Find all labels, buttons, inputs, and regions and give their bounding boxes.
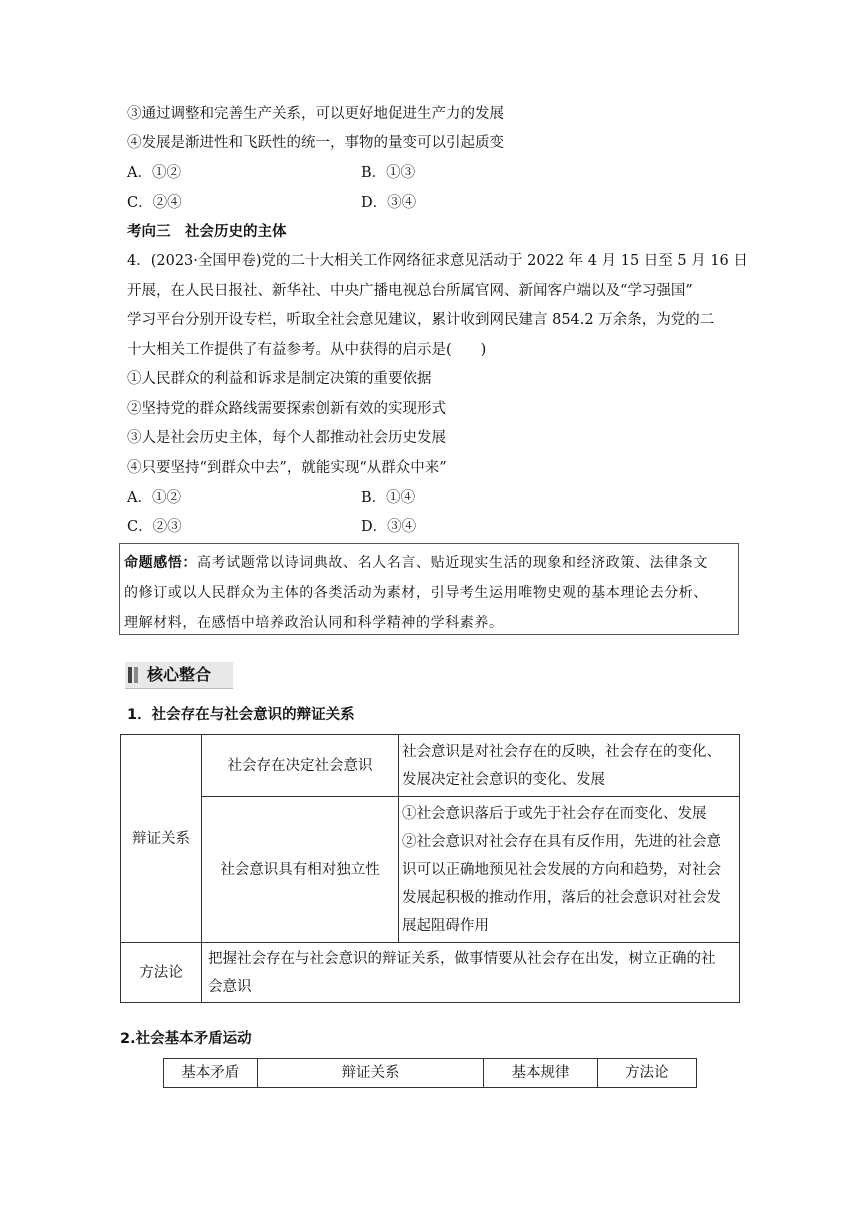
q4-option-d: D．③④ bbox=[361, 519, 417, 535]
insight-line-3: 理解材料，在感悟中培养政治认同和科学精神的学科素养。 bbox=[124, 615, 504, 631]
core-title: 核心整合 bbox=[147, 665, 212, 684]
q4-item-3: ③人是社会历史主体，每个人都推动社会历史发展 bbox=[127, 430, 446, 446]
q4-option-c: C．②③ bbox=[127, 519, 182, 535]
method-content: 把握社会存在与社会意识的辩证关系，做事情要从社会存在出发，树立正确的社 会意识 bbox=[202, 943, 740, 1003]
header-methodology: 方法论 bbox=[597, 1059, 696, 1088]
q4-line-3: 学习平台分别开设专栏，听取全社会意见建议，累计收到网民建言 854.2 万余条，为党的二 bbox=[127, 312, 715, 328]
insight-label: 命题感悟： bbox=[124, 555, 197, 571]
core-section-header bbox=[125, 662, 233, 688]
q4-line-2: 开展，在人民日报社、新华社、中央广播电视总台所属官网、新闻客户端以及“学习强国” bbox=[127, 283, 693, 299]
prev-option-d: D．③④ bbox=[361, 195, 417, 211]
row-label-dialectic: 辩证关系 bbox=[121, 735, 202, 943]
q4-item-1: ①人民群众的利益和诉求是制定决策的重要依据 bbox=[127, 371, 432, 387]
q4-item-2: ②坚持党的群众路线需要探索创新有效的实现形式 bbox=[127, 401, 446, 417]
insight-line-1: 命题感悟：高考试题常以诗词典故、名人名言、贴近现实生活的现象和经济政策、法律条文 bbox=[124, 555, 708, 571]
q4-option-a: A．①② bbox=[127, 490, 181, 506]
sub2-label: 社会意识具有相对独立性 bbox=[202, 797, 399, 943]
insight-line-2: 的修订或以人民群众为主体的各类活动为素材，引导考生运用唯物史观的基本理论去分析、 bbox=[124, 585, 708, 601]
contradiction-table bbox=[163, 1058, 697, 1088]
header-underline bbox=[125, 688, 233, 689]
q4-item-4: ④只要坚持“到群众中去”，就能实现“从群众中来” bbox=[127, 460, 447, 476]
table2-title: 2.社会基本矛盾运动 bbox=[120, 1031, 252, 1047]
header-bar-icon bbox=[128, 667, 132, 683]
prev-item-3: ③通过调整和完善生产关系，可以更好地促进生产力的发展 bbox=[127, 106, 504, 122]
sub1-content: 社会意识是对社会存在的反映，社会存在的变化、 发展决定社会意识的变化、发展 bbox=[399, 735, 740, 797]
sub2-content: ①社会意识落后于或先于社会存在而变化、发展 ②社会意识对社会存在具有反作用，先进的社会意 识可以正确地预见社会发展的方向和趋势，对社会 发展起积极的推动作用，落后的社会意识对社会发 展起阻碍作用 bbox=[399, 797, 740, 943]
header-bar-icon-light bbox=[134, 667, 138, 683]
sub1-label: 社会存在决定社会意识 bbox=[202, 735, 399, 797]
header-basic-contradiction: 基本矛盾 bbox=[164, 1059, 258, 1088]
header-dialectic-relation: 辩证关系 bbox=[257, 1059, 484, 1088]
q4-line-1: 4．(2023·全国甲卷)党的二十大相关工作网络征求意见活动于 2022 年 4 月 15 日至 5 月 16 日 bbox=[127, 253, 748, 269]
section3-title: 考向三 社会历史的主体 bbox=[127, 224, 287, 240]
table1-title: 1．社会存在与社会意识的辩证关系 bbox=[127, 707, 355, 723]
prev-option-a: A．①② bbox=[127, 165, 181, 181]
header-basic-law: 基本规律 bbox=[484, 1059, 597, 1088]
dialectic-table bbox=[120, 734, 740, 1003]
insight-box bbox=[119, 543, 739, 635]
q4-option-b: B．①④ bbox=[361, 490, 416, 506]
prev-option-b: B．①③ bbox=[361, 165, 416, 181]
prev-option-c: C．②④ bbox=[127, 195, 182, 211]
q4-line-4: 十大相关工作提供了有益参考。从中获得的启示是( ) bbox=[127, 342, 487, 358]
method-label: 方法论 bbox=[121, 943, 202, 1003]
prev-item-4: ④发展是渐进性和飞跃性的统一，事物的量变可以引起质变 bbox=[127, 135, 504, 151]
